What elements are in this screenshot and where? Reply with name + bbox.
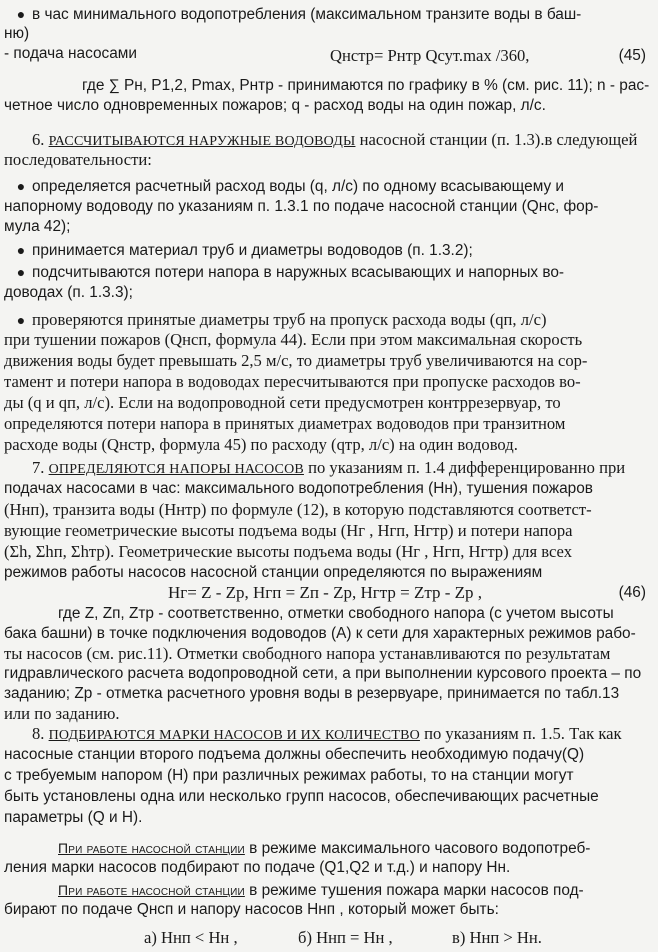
- formula-45-number: (45): [618, 47, 646, 64]
- text-line: [4, 372, 656, 392]
- text-line: [4, 704, 204, 724]
- text-line: [82, 76, 656, 96]
- text-line: [4, 745, 656, 765]
- text-line: [4, 900, 604, 920]
- line-text: подсчитываются потери напора в наружных всасывающих и напорных во-: [32, 264, 565, 281]
- text-line: [32, 724, 656, 746]
- line-text: доводах (п. 1.3.3);: [4, 284, 133, 301]
- line-text: ления марки насосов подбирают по подаче (Q1,Q2 и т.д.) и напору Hн.: [4, 859, 511, 876]
- text-line: [4, 414, 656, 434]
- line-text: насосной станции (п. 1.3).в следующей: [355, 130, 638, 149]
- line-text: подачах насосами в час: максимального водопотребления (Hн), тушения пожаров: [4, 480, 593, 497]
- line-text: 7.: [32, 458, 49, 477]
- text-line: [4, 479, 656, 499]
- line-text: четное число одновременных пожаров; q - расход воды на один пожар, л/с.: [4, 97, 546, 114]
- line-text: вующие геометрические высоты подъема воды (Hг , Hгп, Hгтр) и потери напора: [4, 521, 573, 540]
- text-line: [4, 197, 656, 217]
- text-line: [4, 563, 544, 583]
- text-line: [4, 283, 204, 303]
- text-line: [4, 351, 656, 371]
- line-text: тамент и потери напора в водоводах пересчитываются при пропуске расходов во-: [4, 372, 581, 391]
- line-text: бака башни) в точке подключения водоводов (А) к сети для характерных режимов рабо-: [4, 625, 636, 642]
- line-text: (Hнп), транзита воды (Hнтр) по формуле (12), в которую подставляются соответст-: [4, 500, 592, 519]
- section-heading: РАССЧИТЫВАЮТСЯ НАРУЖНЫЕ ВОДОВОДЫ: [48, 134, 356, 149]
- text-line: [10, 176, 656, 197]
- text-line: [10, 240, 656, 261]
- line-text: мула 42);: [4, 218, 71, 235]
- line-text: по указаниям п. 1.4 дифференцированно при: [303, 458, 626, 477]
- formula-46: Hг= Z - Zр, Hгп = Zп - Zр, Hгтр = Zтр - Zр ,: [168, 583, 483, 602]
- text-line: [4, 330, 656, 350]
- section-heading: ПОДБИРАЮТСЯ МАРКИ НАСОСОВ И ИХ КОЛИЧЕСТВО: [48, 728, 420, 743]
- line-text: или по заданию.: [4, 704, 120, 723]
- text-line: [4, 521, 656, 541]
- line-text: ты насосов (см. рис.11). Отметки свободного напора устанавливаются по результатам: [4, 644, 611, 663]
- bullet-icon: ●: [16, 178, 26, 194]
- line-text: ню): [4, 25, 30, 42]
- line-text: быть установлены одна или несколько групп насосов, обеспечивающих расчетные: [4, 788, 599, 805]
- text-line: [58, 604, 656, 624]
- case-b: б) Hнп = Hн ,: [298, 928, 393, 947]
- text-line: [4, 44, 204, 64]
- line-text: последовательности:: [4, 150, 152, 169]
- text-line: [4, 500, 656, 520]
- text-line: [4, 644, 656, 664]
- line-text: гидравлического расчета водопроводной сети, а при выполнении курсового проекта – по: [4, 665, 642, 682]
- formula-45: Qнстр= Pнтр Qсут.max /360,: [330, 46, 530, 65]
- text-line: [4, 24, 604, 44]
- line-text: ды (q и qп, л/с). Если на водопроводной сети предусмотрен контррезервуар, то: [4, 393, 561, 412]
- line-text: принимается материал труб и диаметры водоводов (п. 1.3.2);: [32, 242, 473, 259]
- line-text: движения воды будет превышать 2,5 м/с, то диаметры труб увеличиваются на сор-: [4, 351, 588, 370]
- formula-46-number: (46): [618, 584, 646, 601]
- text-line: [4, 393, 656, 413]
- case-a: а) Hнп < Hн ,: [144, 928, 238, 947]
- text-line: [4, 787, 656, 807]
- line-text: режимов работы насосов насосной станции определяются по выражениям: [4, 564, 543, 581]
- line-text: с требуемым напором (Н) при различных режимах работы, то на станции могут: [4, 767, 574, 784]
- line-text: при тушении пожаров (Qнсп, формула 44). Если при этом максимальная скорость: [4, 330, 583, 349]
- text-line: [4, 624, 656, 644]
- text-line: [4, 684, 656, 704]
- line-text: - подача насосами: [4, 45, 137, 62]
- line-text: 8.: [32, 724, 49, 743]
- line-text: напорному водоводу по указаниям п. 1.3.1 по подаче насосной станции (Qнс, фор-: [4, 198, 599, 215]
- section-heading: При работе насосной станции: [58, 882, 245, 898]
- line-text: бирают по подаче Qнсп и напору насосов Hнп , который может быть:: [4, 901, 499, 918]
- section-heading: При работе насосной станции: [58, 840, 245, 856]
- line-text: проверяются принятые диаметры труб на пропуск расхода воды (qп, л/с): [32, 310, 547, 329]
- text-line: [4, 664, 656, 684]
- line-text: в режиме максимального часового водопотреб-: [244, 840, 591, 857]
- text-line: [4, 542, 656, 562]
- text-line: [4, 96, 656, 116]
- bullet-icon: ●: [16, 314, 26, 329]
- line-text: расходе воды (Qнстр, формула 45) по расходу (qтр, л/с) на один водовод.: [4, 435, 518, 454]
- text-line: [10, 4, 656, 25]
- line-text: параметры (Q и Н).: [4, 809, 143, 826]
- text-line: [4, 217, 204, 237]
- text-line: [32, 458, 656, 480]
- line-text: заданию; Zр - отметка расчетного уровня воды в резервуаре, принимается по табл.13: [4, 685, 620, 702]
- line-text: (Σh, Σhп, Σhтр). Геометрические высоты подъема воды (Hг , Hгп, Hгтр) для всех: [4, 542, 572, 561]
- text-line: [58, 880, 656, 901]
- line-text: в режиме тушения пожара марки насосов под-: [244, 882, 584, 899]
- line-text: где Z, Zп, Zтр - соответственно, отметки свободного напора (с учетом высоты: [58, 605, 614, 622]
- line-text: по указаниям п. 1.5. Так как: [419, 724, 622, 743]
- text-line: [4, 766, 656, 786]
- line-text: насосные станции второго подъема должны обеспечить необходимую подачу(Q): [4, 746, 585, 763]
- line-text: где ∑ Pн, P1,2, Pmax, Pнтр - принимаются по графику в % (см. рис. 11); n - рас-: [82, 77, 650, 94]
- bullet-icon: ●: [16, 6, 26, 22]
- bullet-icon: ●: [16, 242, 26, 258]
- text-line: [4, 808, 204, 828]
- line-text: определяется расчетный расход воды (q, л/с) по одному всасывающему и: [32, 178, 565, 195]
- text-line: [4, 150, 304, 170]
- bullet-icon: ●: [16, 264, 26, 280]
- text-line: [4, 858, 544, 878]
- line-text: определяются потери напора в принятых диаметрах водоводов при транзитном: [4, 414, 566, 433]
- text-line: [10, 262, 656, 283]
- line-text: в час минимального водопотребления (максимальном транзите воды в баш-: [32, 6, 582, 23]
- text-line: [58, 838, 656, 859]
- line-text: 6.: [32, 130, 49, 149]
- case-c: в) Hнп > Hн.: [452, 928, 542, 947]
- section-heading: ОПРЕДЕЛЯЮТСЯ НАПОРЫ НАСОСОВ: [48, 462, 304, 477]
- text-line: [4, 435, 604, 455]
